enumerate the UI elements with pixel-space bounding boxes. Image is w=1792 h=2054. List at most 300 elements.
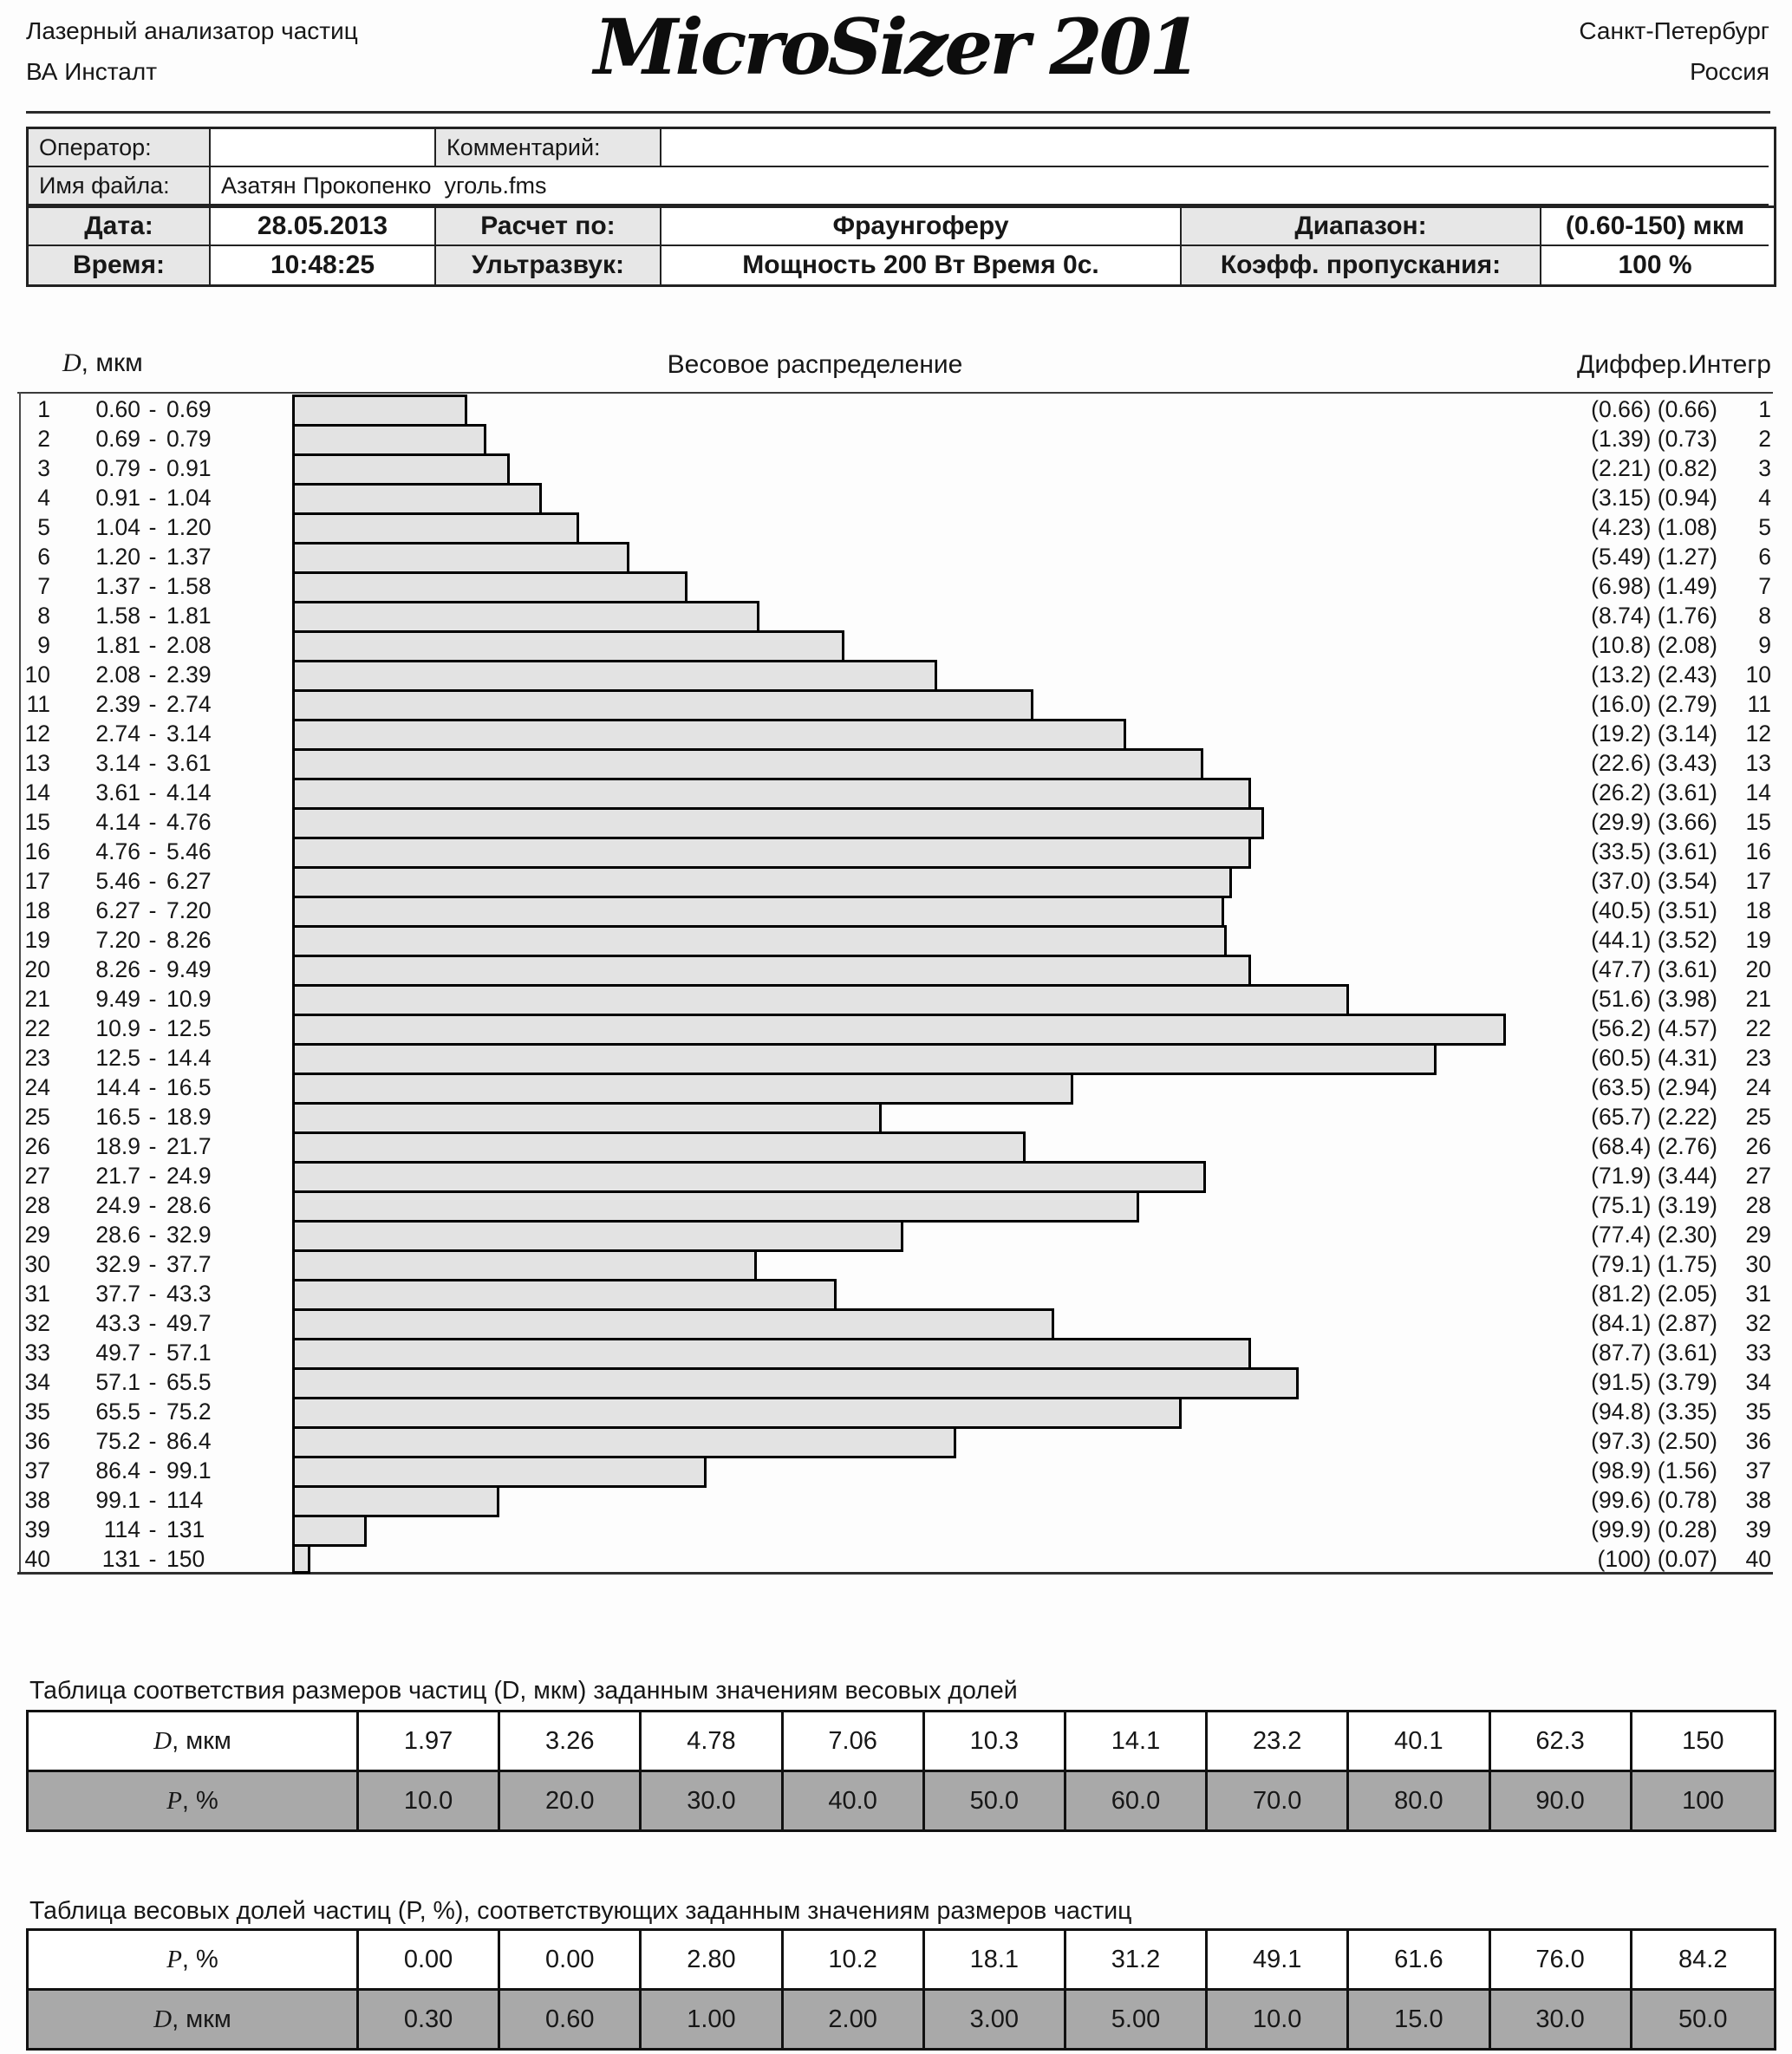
bin-range-high: 150 [166, 1546, 205, 1572]
cumulative-and-differential-values: (6.98) (1.49) [1591, 573, 1717, 599]
bin-range-dash: - [148, 691, 157, 717]
bin-range-high: 57.1 [166, 1340, 212, 1366]
bin-range-dash: - [148, 396, 157, 422]
bin-range-high: 2.08 [166, 632, 212, 658]
distribution-bar [292, 866, 1232, 898]
comment-value [661, 129, 1769, 167]
cumulative-and-differential-values: (8.74) (1.76) [1591, 603, 1717, 629]
bin-range-dash: - [148, 868, 157, 894]
bin-range-low: 65.5 [95, 1399, 140, 1425]
distribution-bar [292, 1485, 499, 1517]
table-cell: 61.6 [1349, 1931, 1490, 1988]
chart-row [0, 1308, 1792, 1338]
range-label: Диапазон: [1182, 208, 1541, 246]
cumulative-and-differential-values: (84.1) (2.87) [1591, 1310, 1717, 1336]
bin-number-right: 15 [1745, 809, 1771, 835]
operator-label: Оператор: [29, 129, 211, 167]
distribution-bar [292, 1014, 1506, 1046]
bin-number: 19 [24, 927, 50, 953]
bin-range-low: 5.46 [95, 868, 140, 894]
bin-range-dash: - [148, 1281, 157, 1307]
bin-number: 30 [24, 1251, 50, 1277]
bin-number: 23 [24, 1045, 50, 1071]
cumulative-and-differential-values: (29.9) (3.66) [1591, 809, 1717, 835]
cumulative-and-differential-values: (87.7) (3.61) [1591, 1340, 1717, 1366]
bin-range-low: 16.5 [95, 1104, 140, 1130]
chart-row [0, 1397, 1792, 1426]
bin-range-low: 2.08 [95, 662, 140, 688]
row-label [29, 1772, 359, 1829]
bin-number-right: 8 [1758, 603, 1771, 629]
chart-row [0, 689, 1792, 719]
city-label: Санкт-Петербург [1579, 17, 1769, 44]
distribution-bar [292, 1338, 1251, 1370]
bin-range-dash: - [148, 603, 157, 629]
bin-number-right: 30 [1745, 1251, 1771, 1277]
bin-range-dash: - [148, 1251, 157, 1277]
table-cell: 0.60 [500, 1991, 642, 2048]
cumulative-and-differential-values: (5.49) (1.27) [1591, 544, 1717, 570]
table-cell: 150 [1682, 1726, 1724, 1755]
distribution-bar [292, 1249, 757, 1281]
bin-number-right: 4 [1758, 485, 1771, 511]
distribution-bar [292, 984, 1349, 1016]
fraction-vs-size-table [26, 1928, 1776, 2051]
bin-range-dash: - [148, 750, 157, 776]
bin-number-right: 34 [1745, 1369, 1771, 1395]
range-value: (0.60-150) мкм [1541, 208, 1769, 246]
chart-row [0, 571, 1792, 601]
bin-range-high: 14.4 [166, 1045, 212, 1071]
bin-number: 24 [24, 1074, 50, 1100]
table-row [29, 1712, 1774, 1772]
chart-row [0, 896, 1792, 925]
info-row-time [29, 246, 1774, 284]
bin-range-low: 9.49 [95, 986, 140, 1012]
bin-range-dash: - [148, 573, 157, 599]
distribution-bar [292, 1220, 903, 1252]
chart-header [0, 349, 1792, 390]
bin-range-dash: - [148, 927, 157, 953]
bin-range-dash: - [148, 838, 157, 864]
bin-range-high: 18.9 [166, 1104, 212, 1130]
bin-range-low: 0.79 [95, 455, 140, 481]
cumulative-and-differential-values: (19.2) (3.14) [1591, 721, 1717, 747]
chart-row [0, 984, 1792, 1014]
bin-number-right: 21 [1745, 986, 1771, 1012]
table-cell: 10.3 [925, 1712, 1066, 1770]
bin-range-high: 5.46 [166, 838, 212, 864]
bin-range-high: 1.81 [166, 603, 212, 629]
bin-range-low: 12.5 [95, 1045, 140, 1071]
cumulative-and-differential-values: (4.23) (1.08) [1591, 514, 1717, 540]
table-cell: 50.0 [925, 1772, 1066, 1829]
table-cell: 100 [1632, 1772, 1774, 1829]
bin-range-low: 7.20 [95, 927, 140, 953]
bin-range-high: 65.5 [166, 1369, 212, 1395]
bin-range-low: 4.76 [95, 838, 140, 864]
bin-range-low: 57.1 [95, 1369, 140, 1395]
chart-row [0, 1220, 1792, 1249]
bin-number: 21 [24, 986, 50, 1012]
bin-number-right: 6 [1758, 544, 1771, 570]
table-cell: 30.0 [1491, 1991, 1632, 2048]
chart-row [0, 483, 1792, 512]
bin-range-dash: - [148, 1192, 157, 1218]
cumulative-and-differential-values: (68.4) (2.76) [1591, 1133, 1717, 1159]
bin-number: 11 [26, 691, 50, 717]
bin-number-right: 36 [1745, 1428, 1771, 1454]
bin-range-low: 0.91 [95, 485, 140, 511]
bin-range-high: 75.2 [166, 1399, 212, 1425]
info-table [26, 127, 1776, 287]
cumulative-and-differential-values: (2.21) (0.82) [1591, 455, 1717, 481]
distribution-bar [292, 1456, 707, 1488]
bin-range-low: 1.58 [95, 603, 140, 629]
bin-number-right: 32 [1745, 1310, 1771, 1336]
bin-number: 28 [24, 1192, 50, 1218]
bin-number-right: 16 [1745, 838, 1771, 864]
bin-number-right: 1 [1758, 396, 1771, 422]
distribution-bar [292, 1515, 367, 1547]
bin-number-right: 13 [1745, 750, 1771, 776]
bin-number: 15 [24, 809, 50, 835]
bin-number: 8 [37, 603, 50, 629]
bin-range-low: 6.27 [95, 897, 140, 923]
row-label-units: , мкм [172, 2005, 231, 2033]
cumulative-and-differential-values: (44.1) (3.52) [1591, 927, 1717, 953]
bin-number-right: 22 [1745, 1015, 1771, 1041]
distribution-bar [292, 1073, 1073, 1105]
cumulative-and-differential-values: (99.9) (0.28) [1591, 1516, 1717, 1542]
bin-number: 39 [24, 1516, 50, 1542]
cumulative-and-differential-values: (71.9) (3.44) [1591, 1163, 1717, 1189]
chart-row [0, 1279, 1792, 1308]
table-cell: 70.0 [1208, 1772, 1349, 1829]
bin-range-dash: - [148, 485, 157, 511]
row-label [29, 1712, 359, 1770]
chart-row [0, 778, 1792, 807]
cumulative-and-differential-values: (75.1) (3.19) [1591, 1192, 1717, 1218]
transmission-value: 100 % [1618, 251, 1692, 279]
bin-number: 4 [37, 485, 50, 511]
chart-row [0, 542, 1792, 571]
d-symbol: D [153, 2005, 173, 2033]
table-cell: 49.1 [1208, 1931, 1349, 1988]
bin-number-right: 10 [1745, 662, 1771, 688]
table-cell: 1.97 [359, 1712, 500, 1770]
distribution-bar [292, 1131, 1026, 1164]
bin-range-low: 131 [101, 1546, 140, 1572]
chart-left-header [62, 349, 143, 378]
bin-range-dash: - [148, 1104, 157, 1130]
bin-range-low: 28.6 [95, 1222, 140, 1248]
distribution-bar [292, 748, 1203, 780]
bin-range-high: 1.20 [166, 514, 212, 540]
bin-number: 35 [24, 1399, 50, 1425]
cumulative-and-differential-values: (51.6) (3.98) [1591, 986, 1717, 1012]
table-cell: 10.0 [1208, 1991, 1349, 2048]
bin-number: 25 [24, 1104, 50, 1130]
operator-value [211, 129, 436, 167]
bin-range-high: 21.7 [166, 1133, 212, 1159]
chart-row [0, 630, 1792, 660]
distribution-bar [292, 601, 759, 633]
chart-right-header: Диффер.Интегр [1577, 350, 1771, 379]
bin-number-right: 24 [1745, 1074, 1771, 1100]
bin-range-high: 37.7 [166, 1251, 212, 1277]
bin-range-dash: - [148, 1457, 157, 1483]
bin-number-right: 31 [1745, 1281, 1771, 1307]
distribution-bar [292, 630, 844, 662]
bin-range-dash: - [148, 662, 157, 688]
bin-range-high: 43.3 [166, 1281, 212, 1307]
distribution-bar [292, 1308, 1054, 1340]
bin-number-right: 5 [1758, 514, 1771, 540]
bin-range-dash: - [148, 1428, 157, 1454]
bin-range-low: 75.2 [95, 1428, 140, 1454]
distribution-bar [292, 778, 1251, 810]
bin-number-right: 3 [1758, 455, 1771, 481]
bin-range-dash: - [148, 544, 157, 570]
cumulative-and-differential-values: (98.9) (1.56) [1591, 1457, 1717, 1483]
chart-row [0, 453, 1792, 483]
chart-row [0, 1014, 1792, 1043]
bin-range-high: 131 [166, 1516, 205, 1542]
bin-range-low: 49.7 [95, 1340, 140, 1366]
bin-range-low: 14.4 [95, 1074, 140, 1100]
distribution-bar [292, 955, 1251, 987]
date-value: 28.05.2013 [211, 208, 436, 246]
distribution-bar [292, 1426, 956, 1458]
cumulative-and-differential-values: (13.2) (2.43) [1591, 662, 1717, 688]
chart-row [0, 1426, 1792, 1456]
cumulative-and-differential-values: (99.6) (0.78) [1591, 1487, 1717, 1513]
bin-range-dash: - [148, 779, 157, 805]
bin-range-dash: - [148, 1074, 157, 1100]
ultrasound-value: Мощность 200 Вт Время 0с. [661, 246, 1182, 284]
chart-row [0, 601, 1792, 630]
chart-row [0, 1544, 1792, 1574]
bin-range-low: 3.14 [95, 750, 140, 776]
table-cell: 0.30 [359, 1991, 500, 2048]
bin-range-high: 7.20 [166, 897, 212, 923]
bin-range-dash: - [148, 1399, 157, 1425]
table-row [29, 1991, 1774, 2048]
cumulative-and-differential-values: (0.66) (0.66) [1591, 396, 1717, 422]
header-right [1579, 10, 1769, 92]
bin-number: 10 [24, 662, 50, 688]
table1-caption: Таблица соответствия размеров частиц (D, мкм) заданным значениям весовых долей [29, 1677, 1018, 1705]
bin-number: 38 [24, 1487, 50, 1513]
distribution-bar [292, 925, 1227, 957]
bin-range-high: 16.5 [166, 1074, 212, 1100]
row-label [29, 1991, 359, 2048]
cumulative-and-differential-values: (79.1) (1.75) [1591, 1251, 1717, 1277]
distribution-bar [292, 483, 542, 515]
table-row [29, 1772, 1774, 1829]
bin-range-dash: - [148, 897, 157, 923]
bin-number: 27 [24, 1163, 50, 1189]
bin-number: 14 [24, 779, 50, 805]
device-type-label: Лазерный анализатор частиц [26, 17, 358, 44]
bin-number: 20 [24, 956, 50, 982]
bin-range-high: 2.39 [166, 662, 212, 688]
bin-number: 1 [37, 396, 50, 422]
bin-range-high: 0.79 [166, 426, 212, 452]
table-cell: 40.0 [784, 1772, 925, 1829]
bin-range-high: 0.91 [166, 455, 212, 481]
bin-range-low: 37.7 [95, 1281, 140, 1307]
bin-range-dash: - [148, 809, 157, 835]
distribution-bar [292, 1161, 1206, 1193]
cumulative-and-differential-values: (1.39) (0.73) [1591, 426, 1717, 452]
bin-range-dash: - [148, 1369, 157, 1395]
bin-number-right: 20 [1745, 956, 1771, 982]
bin-number: 18 [24, 897, 50, 923]
cumulative-and-differential-values: (56.2) (4.57) [1591, 1015, 1717, 1041]
bin-range-high: 2.74 [166, 691, 212, 717]
chart-row [0, 866, 1792, 896]
bin-range-high: 49.7 [166, 1310, 212, 1336]
bin-number: 22 [24, 1015, 50, 1041]
cumulative-and-differential-values: (26.2) (3.61) [1591, 779, 1717, 805]
info-row-date [29, 205, 1774, 246]
filename-label: Имя файла: [29, 167, 211, 205]
bin-range-high: 1.37 [166, 544, 212, 570]
table2-caption: Таблица весовых долей частиц (P, %), соответствующих заданным значениям размеров частиц [29, 1897, 1132, 1925]
chart-row [0, 925, 1792, 955]
bin-number: 17 [24, 868, 50, 894]
cumulative-and-differential-values: (10.8) (2.08) [1591, 632, 1717, 658]
bin-range-high: 3.61 [166, 750, 212, 776]
calculation-value: Фраунгоферу [661, 208, 1182, 246]
distribution-bar [292, 837, 1251, 869]
bin-number-right: 23 [1745, 1045, 1771, 1071]
table-cell: 18.1 [925, 1931, 1066, 1988]
bin-range-high: 0.69 [166, 396, 212, 422]
bin-number-right: 9 [1758, 632, 1771, 658]
comment-label: Комментарий: [436, 129, 661, 167]
info-row-filename [29, 167, 1774, 205]
bin-range-low: 86.4 [95, 1457, 140, 1483]
table-cell: 0.00 [500, 1931, 642, 1988]
chart-top-rule [17, 392, 1773, 394]
table-cell: 31.2 [1066, 1931, 1208, 1988]
distribution-bar [292, 542, 629, 574]
chart-row [0, 748, 1792, 778]
bin-range-dash: - [148, 1487, 157, 1513]
row-label-units: , % [181, 1786, 218, 1815]
bin-number-right: 2 [1758, 426, 1771, 452]
bin-number-right: 40 [1745, 1546, 1771, 1572]
bin-range-high: 86.4 [166, 1428, 212, 1454]
bin-range-high: 8.26 [166, 927, 212, 953]
bin-range-high: 24.9 [166, 1163, 212, 1189]
distribution-bar [292, 1367, 1299, 1399]
time-label: Время: [29, 246, 211, 284]
chart-row [0, 1249, 1792, 1279]
cumulative-and-differential-values: (94.8) (3.35) [1591, 1399, 1717, 1425]
bin-range-high: 9.49 [166, 956, 212, 982]
table-cell: 20.0 [500, 1772, 642, 1829]
distribution-bar [292, 719, 1126, 751]
bin-range-dash: - [148, 514, 157, 540]
bin-number: 36 [24, 1428, 50, 1454]
bin-number-right: 14 [1745, 779, 1771, 805]
bin-range-low: 3.61 [95, 779, 140, 805]
calculation-label: Расчет по: [436, 208, 661, 246]
transmission-label: Коэфф. пропускания: [1182, 246, 1541, 284]
cumulative-and-differential-values: (77.4) (2.30) [1591, 1222, 1717, 1248]
row-label [29, 1931, 359, 1988]
bin-range-low: 99.1 [95, 1487, 140, 1513]
bin-range-dash: - [148, 1222, 157, 1248]
bin-number-right: 11 [1747, 691, 1771, 717]
d-symbol: D [62, 349, 81, 377]
bin-range-high: 1.04 [166, 485, 212, 511]
chart-row [0, 1515, 1792, 1544]
chart-row [0, 719, 1792, 748]
table-cell: 80.0 [1349, 1772, 1490, 1829]
bin-range-low: 21.7 [95, 1163, 140, 1189]
bin-range-high: 99.1 [166, 1457, 212, 1483]
bin-range-dash: - [148, 986, 157, 1012]
bin-range-low: 4.14 [95, 809, 140, 835]
time-value: 10:48:25 [211, 246, 436, 284]
bin-number: 13 [24, 750, 50, 776]
table-cell: 0.00 [359, 1931, 500, 1988]
distribution-bar [292, 453, 510, 486]
chart-row [0, 807, 1792, 837]
bin-range-high: 4.76 [166, 809, 212, 835]
chart-row [0, 1456, 1792, 1485]
bin-number: 16 [24, 838, 50, 864]
row-label-units: , % [181, 1945, 218, 1973]
table-cell: 84.2 [1678, 1945, 1728, 1973]
bin-range-low: 18.9 [95, 1133, 140, 1159]
bin-number-right: 27 [1745, 1163, 1771, 1189]
chart-row [0, 1161, 1792, 1190]
cumulative-and-differential-values: (16.0) (2.79) [1591, 691, 1717, 717]
bin-number-right: 12 [1745, 721, 1771, 747]
cumulative-and-differential-values: (91.5) (3.79) [1591, 1369, 1717, 1395]
bin-range-high: 3.14 [166, 721, 212, 747]
table-cell: 15.0 [1349, 1991, 1490, 2048]
chart-row [0, 955, 1792, 984]
table-cell: 50.0 [1632, 1991, 1774, 2048]
bin-number-right: 35 [1745, 1399, 1771, 1425]
bin-range-low: 43.3 [95, 1310, 140, 1336]
bin-range-dash: - [148, 956, 157, 982]
chart-row [0, 1338, 1792, 1367]
cumulative-and-differential-values: (60.5) (4.31) [1591, 1045, 1717, 1071]
distribution-bar [292, 689, 1033, 721]
bin-range-high: 114 [166, 1487, 204, 1513]
bin-range-low: 2.74 [95, 721, 140, 747]
distribution-bar [292, 896, 1224, 928]
cumulative-and-differential-values: (40.5) (3.51) [1591, 897, 1717, 923]
bin-number-right: 33 [1745, 1340, 1771, 1366]
table-cell: 2.80 [642, 1931, 783, 1988]
bin-number-right: 19 [1745, 927, 1771, 953]
table-cell: 40.1 [1349, 1712, 1490, 1770]
bin-range-dash: - [148, 455, 157, 481]
row-label-units: , мкм [172, 1726, 231, 1755]
bin-range-dash: - [148, 1015, 157, 1041]
bin-range-low: 24.9 [95, 1192, 140, 1218]
bin-number: 7 [37, 573, 50, 599]
